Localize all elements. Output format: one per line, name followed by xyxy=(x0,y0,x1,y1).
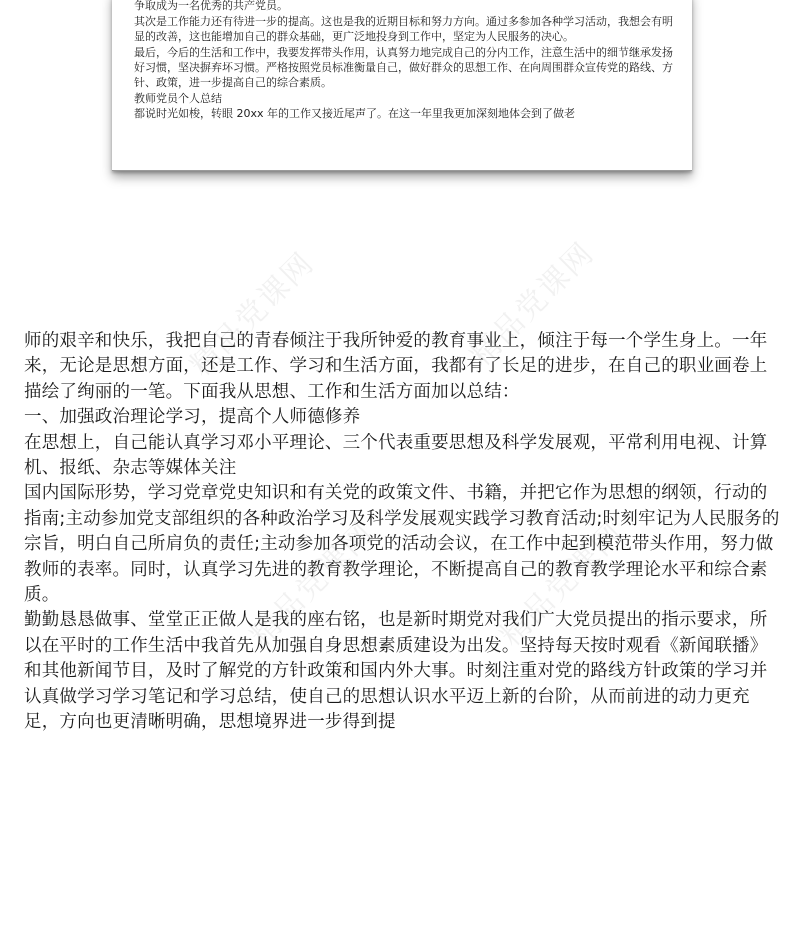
watermark: 精品党课网 xyxy=(243,515,382,654)
document-preview-card xyxy=(112,0,692,171)
body-paragraph: 勤勤恳恳做事、堂堂正正做人是我的座右铭，也是新时期党对我们广大党员提出的指示要求，所以在平时的工作生活中我首先从加强自身思想素质建设为出发。坚持每天按时观看《新闻联播》和其他新闻节目，及时了解党的方针政策和国内外大事。时刻注重对党的路线方针政策的学习并认真做学习学习笔记和学习总结，使自己的思想认识水平迈上新的台阶，从而前进的动力更充足，方向也更清晰明确，思想境界进一步得到提 xyxy=(24,610,768,733)
body-paragraph: 国内国际形势，学习党章党史知识和有关党的政策文件、书籍，并把它作为思想的纲领，行动的指南;主动参加党支部组织的各种政治学习及科学发展观实践学习教育活动;时刻牢记为人民服务的宗旨，明白自己所肩负的责任;主动参加各项党的活动会议，在工作中起到模范带头作用，努力做教师的表率。同时，认真学习先进的教育教学理论，不断提高自己的教育教学理论水平和综合素质。 xyxy=(24,483,780,606)
document-body xyxy=(24,329,784,736)
watermark: 精品党课网 xyxy=(463,235,602,374)
preview-text-block xyxy=(134,0,674,122)
body-paragraph: 在思想上，自己能认真学习邓小平理论、三个代表重要思想及科学发展观，平常利用电视、计算机、报纸、杂志等媒体关注 xyxy=(24,432,768,479)
body-paragraph: 师的艰辛和快乐，我把自己的青春倾注于我所钟爱的教育事业上，倾注于每一个学生身上。一年来，无论是思想方面，还是工作、学习和生活方面，我都有了长足的进步，在自己的职业画卷上描绘了绚丽的一笔。下面我从思想、工作和生活方面加以总结： xyxy=(24,331,768,402)
section-heading: 一、加强政治理论学习，提高个人师德修养 xyxy=(24,407,361,428)
preview-paragraph: 都说时光如梭，转眼 20xx 年的工作又接近尾声了。在这一年里我更加深刻地体会到了做老 xyxy=(134,107,576,121)
preview-paragraph: 最后，今后的生活和工作中，我要发挥带头作用，认真努力地完成自己的分内工作，注意生活中的细节继承发扬好习惯，坚决摒弃坏习惯。严格按照党员标准衡量自己，做好群众的思想工作、在向周围群众宣传党的路线、方针、政策，进一步提高自己的综合素质。 xyxy=(134,45,673,90)
watermark: 精品党课网 xyxy=(493,515,632,654)
preview-section-title: 教师党员个人总结 xyxy=(134,91,222,105)
watermark: 精品党课网 xyxy=(183,245,322,384)
preview-paragraph: 争取成为一名优秀的共产党员。 xyxy=(134,0,288,13)
preview-paragraph: 其次是工作能力还有待进一步的提高。这也是我的近期目标和努力方向。通过多参加各种学习活动，我想会有明显的改善，这也能增加自己的群众基础，更广泛地投身到工作中，坚定为人民服务的决心。 xyxy=(134,14,673,44)
